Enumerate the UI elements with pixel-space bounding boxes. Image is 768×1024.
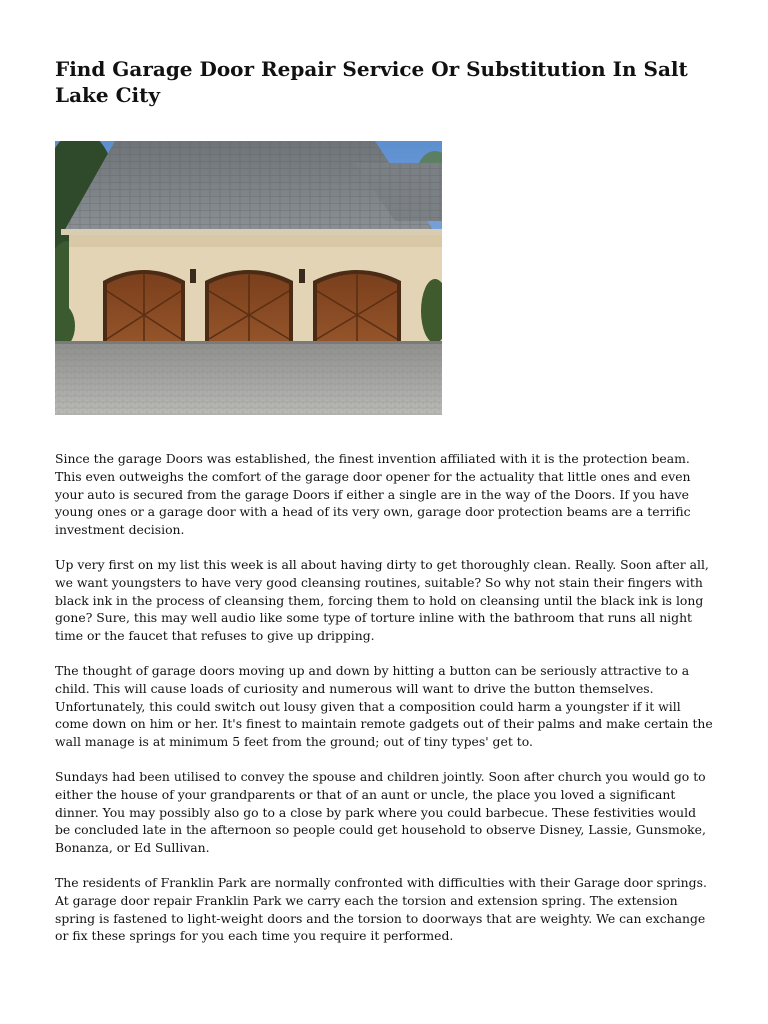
paragraph: The residents of Franklin Park are normally confronted with difficulties with their Garage door springs. At garage door repair Franklin Park we carry each the torsion and extension spring. The extension spring is fastened to light-weight doors and the torsion to doorways that are weighty. We can exchange or fix these springs for you each time you require it performed. xyxy=(55,874,707,944)
paragraph: Sundays had been utilised to convey the spouse and children jointly. Soon after church you would go to either the house of your grandparents or that of an aunt or uncle, the place you loved a significant dinner. You may possibly also go to a close by park where you could barbecue. These festivities would be concluded late in the afternoon so people could get household to observe Disney, Lassie, Gunsmoke, Bonanza, or Ed Sullivan. xyxy=(55,768,706,856)
paragraph: Up very first on my list this week is all about having dirty to get thoroughly clean. Really. Soon after all, we want youngsters to have very good cleansing routines, suitable? So why not stain their fingers with black ink in the process of cleansing them, forcing them to hold on cleansing until the black ink is long gone? Sure, this may well audio like some type of torture inline with the bathroom that runs all night time or the faucet that refuses to give up dripping. xyxy=(55,556,709,644)
garage-house-photo xyxy=(55,141,442,415)
paragraph: The thought of garage doors moving up and down by hitting a button can be seriously attractive to a child. This will cause loads of curiosity and numerous will want to drive the button themselves. Unfortunately, this could switch out lousy given that a composition could harm a youngster if it will come down on him or her. It's finest to maintain remote gadgets out of their palms and make certain the wall manage is at minimum 5 feet from the ground; out of tiny types' get to. xyxy=(55,662,713,750)
article-body xyxy=(55,450,715,962)
article-title: Find Garage Door Repair Service Or Substitution In Salt Lake City xyxy=(55,57,688,107)
paragraph: Since the garage Doors was established, the finest invention affiliated with it is the protection beam. This even outweighs the comfort of the garage door opener for the actuality that little ones and even your auto is secured from the garage Doors if either a single are in the way of the Doors. If you have young ones or a garage door with a head of its very own, garage door protection beams are a terrific investment decision. xyxy=(55,451,691,538)
